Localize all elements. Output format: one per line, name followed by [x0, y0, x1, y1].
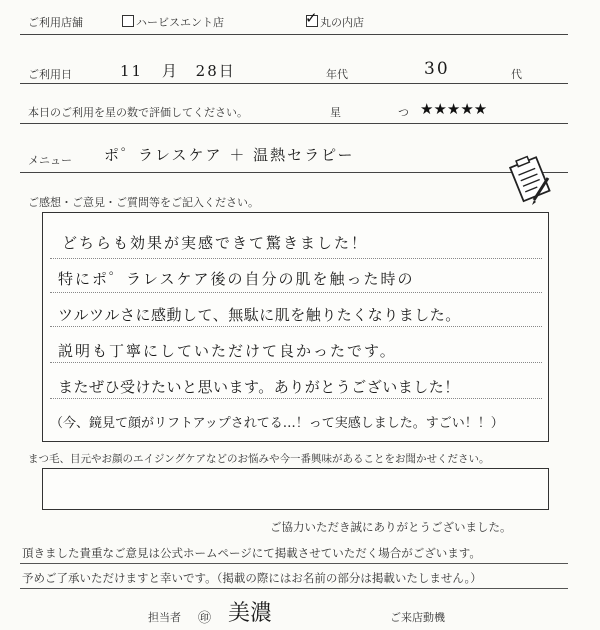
checked-checkbox-icon — [305, 9, 318, 27]
age-label: 年代 — [326, 68, 348, 81]
store-option-marunouchi[interactable] — [305, 9, 364, 30]
divider — [20, 588, 568, 589]
checkbox-icon — [122, 15, 134, 27]
comment-line-1: どちらも効果が実感できて驚きました！ — [62, 234, 369, 252]
rating-prompt: 本日のご利用を星の数で評価してください。 — [28, 106, 248, 119]
month-unit: 月 — [161, 62, 179, 80]
star-rating: ★★★★★ — [420, 100, 488, 118]
divider — [20, 83, 568, 84]
visit-month: 11 — [120, 62, 144, 80]
visit-date — [120, 60, 236, 81]
writing-line — [50, 326, 542, 327]
divider — [20, 123, 568, 124]
date-label: ご利用日 — [28, 68, 72, 81]
comment-line-3: ツルツルさに感動して、無駄に肌を触りたくなりました。 — [58, 306, 461, 324]
day-unit: 日 — [218, 62, 236, 80]
menu-label: メニュー — [28, 154, 72, 167]
comment-line-5: またぜひ受けたいと思います。ありがとうございました！ — [58, 378, 460, 396]
thanks-text: ご協力いただき誠にありがとうございました。 — [270, 520, 512, 534]
tsu-label: つ — [398, 106, 409, 119]
visit-day: 28 — [195, 62, 219, 80]
store-option-herbis[interactable] — [122, 14, 224, 30]
age-unit: 代 — [511, 68, 522, 81]
clipboard-pencil-icon — [508, 152, 558, 207]
staff-label: 担当者 — [148, 611, 181, 624]
age-value: 30 — [424, 59, 450, 79]
comment-line-2: 特にポ゜ラレスケア後の自分の肌を触った時の — [58, 270, 415, 288]
menu-value: ポ゜ラレスケア ＋ 温熱セラピー — [104, 146, 355, 164]
comments-prompt: ご感想・ご意見・ご質問等をご記入ください。 — [28, 196, 259, 209]
comment-line-4: 説明も丁寧にしていただけて良かったです。 — [58, 342, 397, 360]
checkmark-icon: ✓ — [305, 9, 318, 27]
divider — [20, 172, 568, 173]
motive-label: ご来店動機 — [390, 611, 445, 624]
star-label: 星 — [330, 106, 341, 119]
seal-mark: ㊞ — [198, 611, 212, 626]
divider — [20, 563, 568, 564]
store-label: ご利用店舗 — [28, 16, 83, 29]
store-option-marunouchi-label: 丸の内店 — [320, 16, 364, 29]
writing-line — [50, 292, 542, 293]
comment-line-6: （今、鏡見て顔がリフトアップされてる…！って実感しました。すごい！！） — [50, 416, 504, 431]
divider — [20, 34, 568, 35]
writing-line — [50, 258, 542, 259]
writing-line — [50, 362, 542, 363]
notice-text-2: 予めご了承いただけますと幸いです。（掲載の際にはお名前の部分は掲載いたしません。） — [22, 571, 482, 585]
store-option-herbis-label: ハービスエント店 — [136, 16, 224, 29]
notice-text-1: 頂きました貴重なご意見は公式ホームページにて掲載させていただく場合がございます。 — [22, 546, 481, 560]
concerns-box[interactable] — [42, 468, 549, 510]
writing-line — [50, 398, 542, 399]
staff-signature: 美濃 — [228, 601, 273, 626]
concerns-prompt: まつ毛、目元やお顔のエイジングケアなどのお悩みや今一番興味があることをお聞かせください。 — [28, 453, 490, 465]
